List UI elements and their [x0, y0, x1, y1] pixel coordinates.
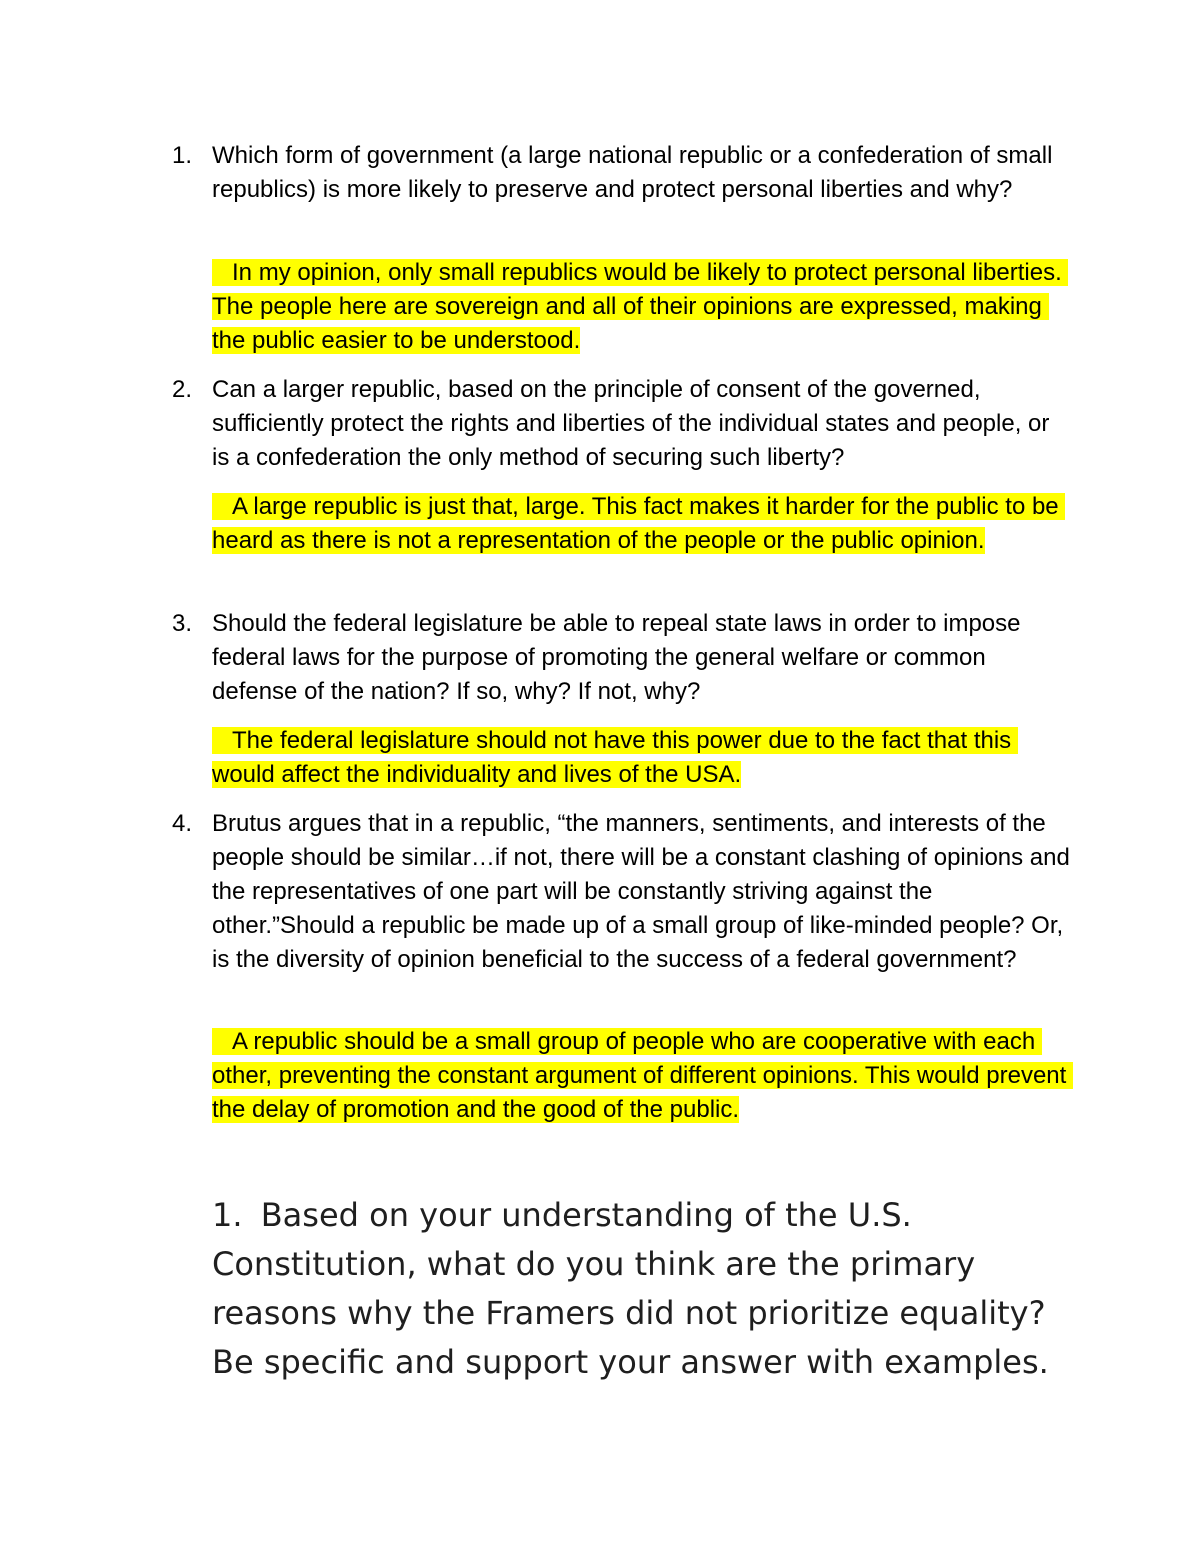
answer-1 — [212, 256, 1072, 358]
question-2 — [172, 373, 1072, 475]
answer-3 — [212, 724, 1072, 792]
prompt-text: Based on your understanding of the U.S. Constitution, what do you think are the primary reasons why the Framers did not prioritize equality? Be specific and support your answer with examples. — [212, 1196, 1049, 1381]
answer-2 — [212, 490, 1072, 558]
highlighted-answer-text: The federal legislature should not have this power due to the fact that this would affect the individuality and lives of the USA. — [212, 727, 1018, 788]
question-1 — [172, 139, 1072, 207]
highlighted-answer-text: A large republic is just that, large. This fact makes it harder for the public to be heard as there is not a representation of the people or the public opinion. — [212, 493, 1066, 554]
question-text: Can a larger republic, based on the principle of consent of the governed, sufficiently protect the rights and liberties of the individual states and people, or is a confederation the only method of securing such liberty? — [212, 376, 1050, 471]
question-text: Which form of government (a large national republic or a confederation of small republics) is more likely to preserve and protect personal liberties and why? — [212, 142, 1053, 203]
essay-prompt — [212, 1191, 1092, 1387]
question-text: Brutus argues that in a republic, “the manners, sentiments, and interests of the people should be similar…if not, there will be a constant clashing of opinions and the representatives of one part will be constantly striving against the other.”Should a republic be made up of a small group of like-minded people? Or, is the diversity of opinion beneficial to the success of a federal government? — [212, 810, 1070, 973]
highlighted-answer-text: A republic should be a small group of people who are cooperative with each other, preventing the constant argument of different opinions. This would prevent the delay of promotion and the good of the public. — [212, 1028, 1073, 1123]
question-number: 3. — [172, 610, 193, 637]
question-number: 4. — [172, 810, 193, 837]
question-text: Should the federal legislature be able to repeal state laws in order to impose federal laws for the purpose of promoting the general welfare or common defense of the nation? If so, why? If not, why? — [212, 610, 1021, 705]
question-number: 2. — [172, 376, 193, 403]
question-3 — [172, 607, 1072, 709]
question-number: 1. — [172, 142, 193, 169]
prompt-number: 1. — [212, 1196, 243, 1234]
answer-4 — [212, 1025, 1072, 1127]
highlighted-answer-text: In my opinion, only small republics would be likely to protect personal liberties. The people here are sovereign and all of their opinions are expressed, making the public easier to be understood. — [212, 259, 1068, 354]
question-4 — [172, 807, 1072, 977]
